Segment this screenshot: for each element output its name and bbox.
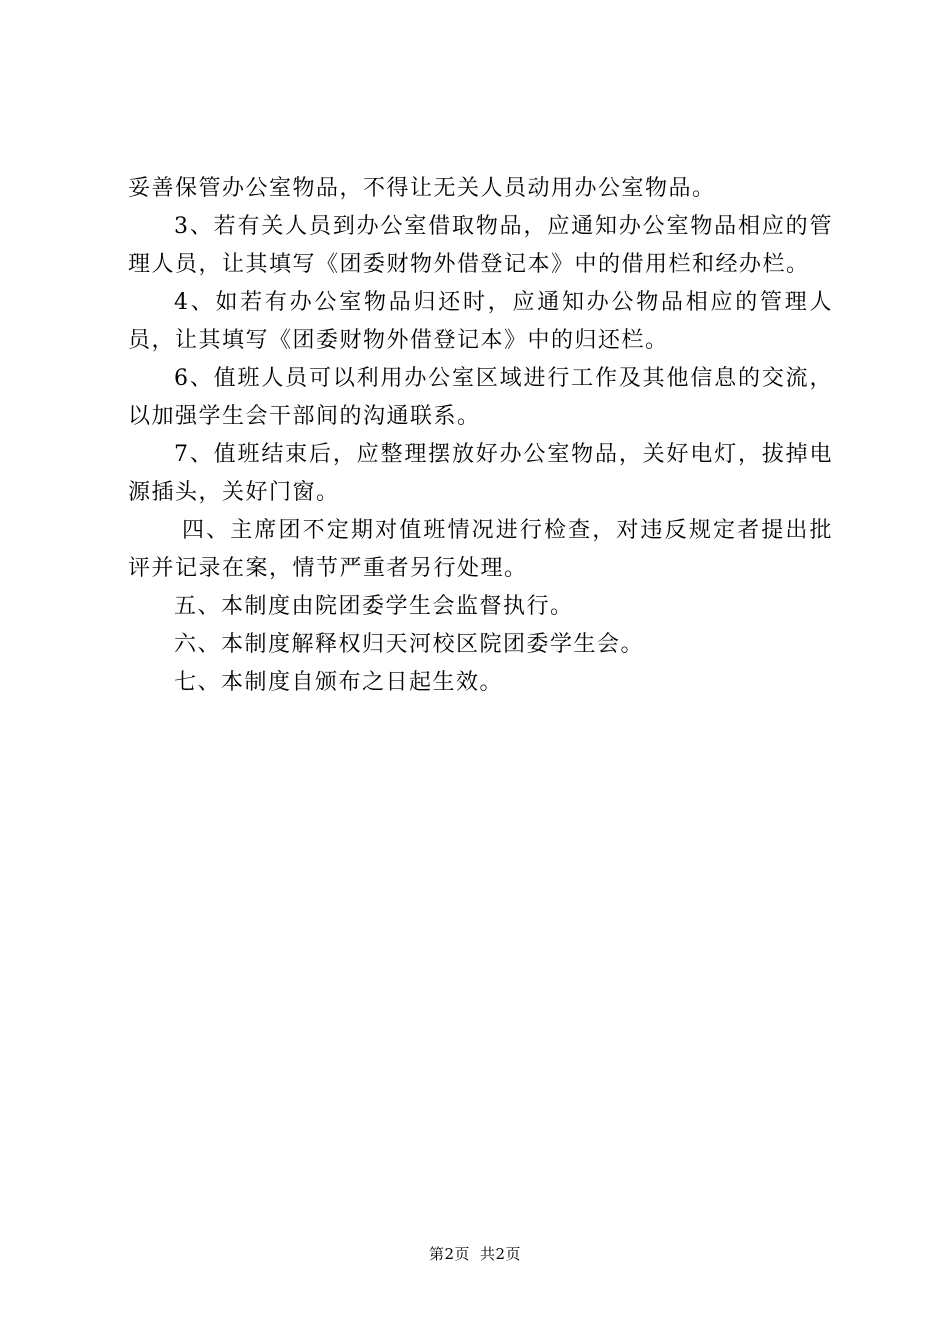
page-number: 第2页	[428, 1245, 470, 1263]
paragraph-section-6: 六、本制度解释权归天河校区院团委学生会。	[174, 632, 645, 657]
paragraph-section-5: 五、本制度由院团委学生会监督执行。	[174, 594, 574, 619]
page-total: 共2页	[480, 1245, 522, 1263]
paragraph-item-7: 7、值班结束后，应整理摆放好办公室物品，关好电灯，拔掉电源插头，关好门窗。	[128, 442, 833, 505]
paragraph-section-4: 四、主席团不定期对值班情况进行检查，对违反规定者提出批评并记录在案，情节严重者另行处理。	[128, 518, 833, 581]
paragraph-continuation: 妥善保管办公室物品，不得让无关人员动用办公室物品。	[128, 176, 716, 201]
document-body	[128, 170, 833, 702]
page-footer	[0, 1244, 950, 1264]
paragraph-section-7: 七、本制度自颁布之日起生效。	[174, 670, 504, 695]
paragraph-item-6: 6、值班人员可以利用办公室区域进行工作及其他信息的交流，以加强学生会干部间的沟通联系。	[128, 366, 833, 429]
paragraph-item-3: 3、若有关人员到办公室借取物品，应通知办公室物品相应的管理人员，让其填写《团委财物外借登记本》中的借用栏和经办栏。	[128, 214, 833, 277]
paragraph-item-4: 4、如若有办公室物品归还时，应通知办公物品相应的管理人员，让其填写《团委财物外借登记本》中的归还栏。	[128, 290, 833, 353]
